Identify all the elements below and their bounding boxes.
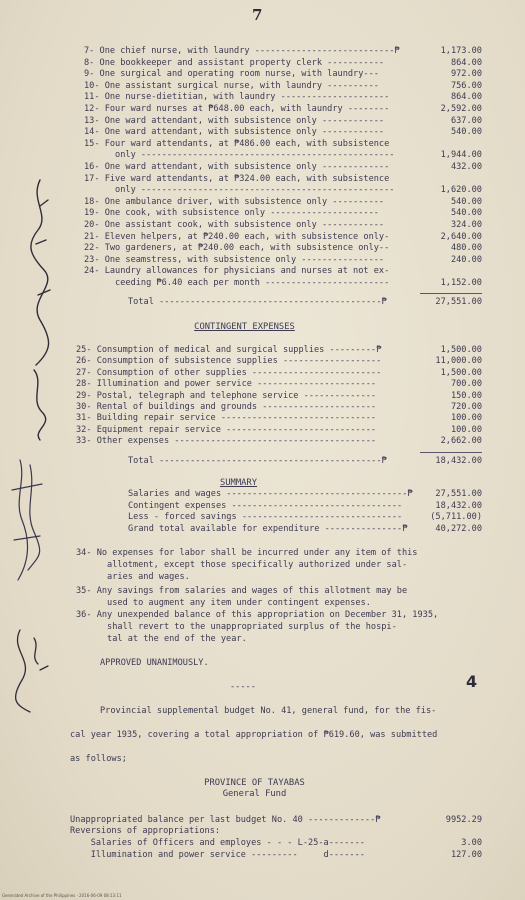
contingent-item-amount: 1,500.00 — [440, 367, 482, 378]
contingent-item-amount: 720.00 — [450, 402, 482, 412]
salary-item: 18- One ambulance driver, with subsistence only ---------- — [84, 196, 385, 207]
summary-item: Less - forced savings ------------------------------- — [128, 512, 403, 522]
contingent-subtotal-rule — [420, 452, 482, 453]
salary-item-amount: 864.00 — [450, 92, 482, 103]
salary-item-amount: 1,173.00 — [440, 46, 482, 56]
balance-line-text: Unappropriated balance per last budget No. 40 -------------₱ — [70, 815, 381, 825]
salary-item: 8- One bookkeeper and assistant property clerk ----------- — [84, 57, 385, 68]
salary-item: 15- Four ward attendants, at ₱486.00 each, with subsistence — [84, 138, 390, 149]
body-line-3: as follows; — [70, 754, 127, 764]
provision-line: tal at the end of the year. — [76, 634, 247, 644]
salary-item-amount: 540.00 — [450, 196, 482, 207]
salary-item: 19- One cook, with subsistence only --------------------- — [84, 208, 379, 219]
summary-heading: SUMMARY — [219, 478, 258, 488]
salary-item: only ------------------------------------------------- — [84, 150, 395, 161]
handwritten-signature-1 — [31, 180, 50, 440]
salary-item: 7- One chief nurse, with laundry ---------------------------₱ — [84, 46, 405, 56]
provision-line: shall revert to the unappropriated surplus of the hospi- — [76, 622, 397, 632]
salary-item: ceeding ₱6.40 each per month ------------------------ — [84, 278, 390, 288]
salary-total-label: Total -------------------------------------------₱ — [128, 297, 387, 307]
contingent-item: 30- Rental of buildings and grounds ---------------------- — [76, 402, 377, 412]
provision-line: 36- Any unexpended balance of this appropriation on December 31, 1935, — [76, 610, 439, 620]
fund-heading: General Fund — [222, 789, 287, 799]
salary-item-amount: 324.00 — [450, 220, 482, 230]
salary-item: 21- Eleven helpers, at ₱240.00 each, with subsistence only- — [84, 231, 390, 242]
province-heading: PROVINCE OF TAYABAS — [204, 778, 305, 788]
salary-total-amount: 27,551.00 — [435, 297, 482, 307]
contingent-item: 32- Equipment repair service ----------------------------- — [76, 424, 377, 435]
handwritten-signature-2 — [12, 460, 42, 580]
contingent-item-amount: 150.00 — [450, 390, 482, 401]
contingent-item: 33- Other expenses --------------------------------------- — [76, 436, 377, 447]
salary-item-amount: 2,592.00 — [440, 104, 482, 114]
salary-item-amount: 864.00 — [450, 57, 482, 68]
provision-line: aries and wages. — [76, 572, 190, 582]
reversion-item: Illumination and power service --------- d------- — [70, 850, 365, 860]
salary-item: 16- One ward attendant, with subsistence only ------------- — [84, 162, 390, 172]
salary-item: 12- Four ward nurses at ₱648.00 each, with laundry -------- — [84, 104, 390, 114]
summary-item-amount: 40,272.00 — [435, 523, 482, 534]
summary-item: Grand total available for expenditure ---------------₱ — [128, 523, 408, 534]
reversion-item-amount: 127.00 — [450, 850, 482, 860]
salary-item: 20- One assistant cook, with subsistence only ------------ — [84, 220, 385, 230]
salary-item-amount: 2,640.00 — [440, 231, 482, 242]
contingent-item-amount: 100.00 — [450, 413, 482, 424]
archive-footer-note: Generated Archive of the Philippines · 2016-06-09 08:13:11 — [2, 893, 122, 898]
reversion-item-amount: 3.00 — [461, 838, 482, 848]
salary-item: 23- One seamstress, with subsistence only ---------------- — [84, 254, 385, 265]
provision-line: 35- Any savings from salaries and wages of this allotment may be — [76, 586, 408, 596]
salary-item-amount: 637.00 — [450, 115, 482, 126]
salary-item: 9- One surgical and operating room nurse, with laundry--- — [84, 69, 379, 80]
summary-item-amount: 18,432.00 — [435, 500, 482, 511]
contingent-item: 26- Consumption of subsistence supplies ------------------- — [76, 356, 382, 367]
resolution-number: 4 — [466, 672, 478, 691]
contingent-item-amount: 100.00 — [450, 424, 482, 435]
contingent-item: 28- Illumination and power service ----------------------- — [76, 379, 377, 390]
salary-item-amount: 1,944.00 — [440, 150, 482, 161]
salary-item-amount: 480.00 — [450, 243, 482, 254]
separator: ----- — [230, 682, 256, 692]
salary-item-amount: 1,152.00 — [440, 278, 482, 288]
provision-line: 34- No expenses for labor shall be incurred under any item of this — [76, 548, 418, 558]
salary-item-amount: 540.00 — [450, 208, 482, 219]
salary-item: 22- Two gardeners, at ₱240.00 each, with subsistence only-- — [84, 243, 390, 254]
balance-line-amount: 9952.29 — [445, 815, 482, 825]
contingent-item-amount: 1,500.00 — [440, 345, 482, 355]
body-line-1: Provincial supplemental budget No. 41, general fund, for the fis- — [100, 706, 437, 716]
contingent-item-amount: 2,662.00 — [440, 436, 482, 447]
salary-item-amount: 540.00 — [450, 127, 482, 138]
salary-item: 10- One assistant surgical nurse, with laundry ---------- — [84, 80, 379, 91]
salary-item-amount: 240.00 — [450, 254, 482, 265]
contingent-item-amount: 11,000.00 — [435, 356, 482, 367]
body-line-2: cal year 1935, covering a total appropriation of ₱619.60, was submitted — [70, 730, 438, 740]
contingent-total-label: Total -------------------------------------------₱ — [128, 456, 387, 466]
salary-item: 13- One ward attendant, with subsistence only ------------ — [84, 115, 385, 126]
contingent-item: 25- Consumption of medical and surgical supplies ---------₱ — [76, 345, 387, 355]
contingent-total-amount: 18,432.00 — [435, 456, 482, 466]
contingent-item: 27- Consumption of other supplies ------------------------- — [76, 367, 382, 378]
salary-item: 17- Five ward attendants, at ₱324.00 each, with subsistence — [84, 173, 390, 184]
summary-item-amount: (5,711.00) — [430, 512, 482, 522]
salary-item: 11- One nurse-dietitian, with laundry --------------------- — [84, 92, 390, 103]
contingent-item-amount: 700.00 — [450, 379, 482, 390]
margin-signatures-image — [0, 160, 70, 720]
handwritten-initials — [16, 630, 48, 712]
reversion-item: Salaries of Officers and employes - - - L-25-a------- — [70, 838, 365, 848]
salary-item: 24- Laundry allowances for physicians and nurses at not ex- — [84, 266, 390, 277]
salary-item-amount: 756.00 — [450, 80, 482, 91]
salary-item-amount: 1,620.00 — [440, 185, 482, 196]
provision-line: used to augment any item under contingent expenses. — [76, 598, 371, 608]
salary-subtotal-rule — [420, 293, 482, 294]
salary-item-amount: 432.00 — [450, 162, 482, 172]
salary-item: only ------------------------------------------------- — [84, 185, 395, 196]
contingent-item: 31- Building repair service ------------------------------ — [76, 413, 377, 424]
reversions-heading: Reversions of appropriations: — [70, 826, 221, 836]
approved-note: APPROVED UNANIMOUSLY. — [100, 658, 209, 668]
contingent-heading: CONTINGENT EXPENSES — [194, 322, 295, 332]
salary-item-amount: 972.00 — [450, 69, 482, 80]
salary-item: 14- One ward attendant, with subsistence only ------------ — [84, 127, 385, 138]
provision-line: allotment, except those specifically authorized under sal- — [76, 560, 408, 570]
summary-item: Salaries and wages -----------------------------------₱ — [128, 489, 413, 499]
summary-item: Contingent expenses --------------------------------- — [128, 500, 403, 511]
page-number: 7 — [252, 6, 263, 24]
contingent-item: 29- Postal, telegraph and telephone service -------------- — [76, 390, 377, 401]
summary-item-amount: 27,551.00 — [435, 489, 482, 499]
